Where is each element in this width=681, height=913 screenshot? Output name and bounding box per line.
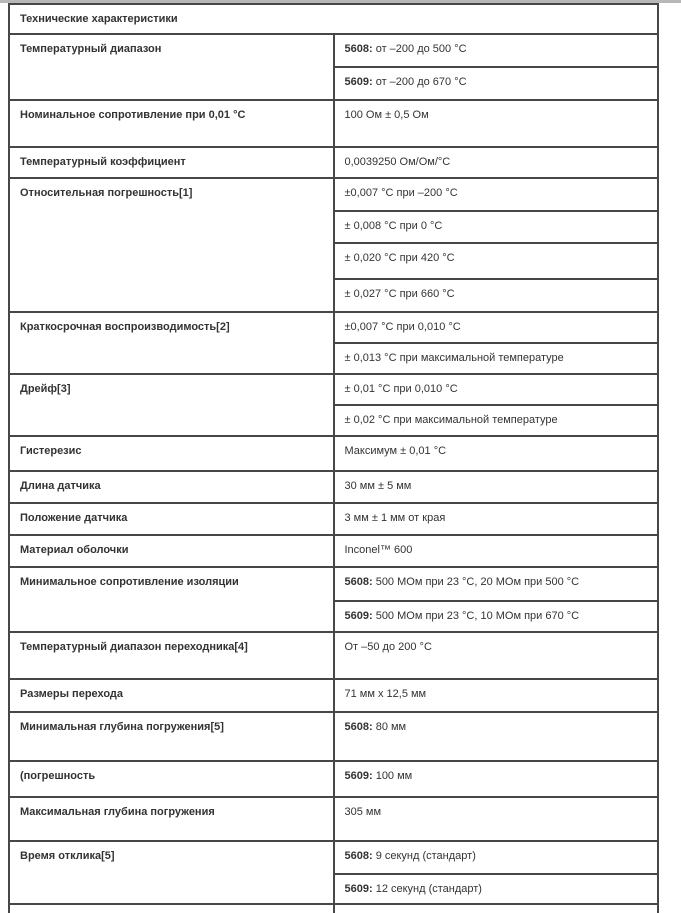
spec-value-cell xyxy=(334,904,659,913)
table-row xyxy=(9,797,658,841)
spec-value: 500 МОм при 23 °C, 10 МОм при 670 °C xyxy=(372,610,580,622)
table-row xyxy=(9,178,658,211)
spec-value-cell xyxy=(334,841,659,874)
model-prefix: 5609: xyxy=(344,883,373,895)
spec-value-cell xyxy=(334,874,659,904)
table-row xyxy=(9,100,658,147)
model-prefix: 5609: xyxy=(344,76,373,88)
model-prefix: 5608: xyxy=(344,43,373,55)
spec-value-cell: ± 0,01 °C при 0,010 °C xyxy=(334,374,659,405)
spec-value-cell: 305 мм xyxy=(334,797,659,841)
spec-value-cell: ±0,007 °C при –200 °C xyxy=(334,178,659,211)
spec-label-cell: Минимальное сопротивление изоляции xyxy=(9,567,334,632)
spec-value-cell: 30 мм ± 5 мм xyxy=(334,471,659,503)
spec-label-cell: Длина датчика xyxy=(9,471,334,503)
table-row-cutoff xyxy=(9,904,658,913)
spec-label-cell: Дрейф[3] xyxy=(9,374,334,436)
spec-value-cell: Максимум ± 0,01 °C xyxy=(334,436,659,471)
spec-value-cell: Inconel™ 600 xyxy=(334,535,659,567)
spec-value-cell: 100 Ом ± 0,5 Ом xyxy=(334,100,659,147)
spec-label-cell: Максимальная глубина погружения xyxy=(9,797,334,841)
spec-label-cell: (погрешность xyxy=(9,761,334,797)
table-row xyxy=(9,632,658,679)
spec-label-cell: Температурный коэффициент xyxy=(9,147,334,178)
spec-label-cell: Относительная погрешность[1] xyxy=(9,178,334,312)
spec-value: 500 МОм при 23 °C, 20 МОм при 500 °C xyxy=(372,576,580,588)
spec-label-cell: Номинальное сопротивление при 0,01 °C xyxy=(9,100,334,147)
spec-label-cell: Время отклика[5] xyxy=(9,841,334,904)
spec-value-cell xyxy=(334,601,659,632)
spec-label-cell: Материал оболочки xyxy=(9,535,334,567)
spec-label-cell: Температурный диапазон переходника[4] xyxy=(9,632,334,679)
table-row xyxy=(9,503,658,535)
model-prefix: 5608: xyxy=(344,850,373,862)
spec-value: 100 мм xyxy=(372,770,413,782)
table-row xyxy=(9,471,658,503)
spec-value-cell: ± 0,020 °C при 420 °C xyxy=(334,243,659,279)
table-row xyxy=(9,679,658,712)
model-prefix: 5608: xyxy=(344,576,373,588)
spec-label-cell: Минимальная глубина погружения[5] xyxy=(9,712,334,761)
spec-value-cell: ±0,007 °C при 0,010 °C xyxy=(334,312,659,343)
spec-value-cell: ± 0,02 °C при максимальной температуре xyxy=(334,405,659,436)
spec-value: 80 мм xyxy=(372,721,407,733)
table-row xyxy=(9,374,658,405)
table-row xyxy=(9,147,658,178)
spec-value-cell: ± 0,013 °C при максимальной температуре xyxy=(334,343,659,374)
spec-value-cell xyxy=(334,67,659,100)
table-row xyxy=(9,712,658,761)
spec-value-cell xyxy=(334,761,659,797)
table-row xyxy=(9,436,658,471)
table-row xyxy=(9,841,658,874)
spec-value-cell xyxy=(334,567,659,601)
model-prefix: 5609: xyxy=(344,770,373,782)
spec-label-cell: Размеры перехода xyxy=(9,679,334,712)
spec-value: 9 секунд (стандарт) xyxy=(372,850,476,862)
specs-table xyxy=(8,3,659,913)
spec-value-cell: От –50 до 200 °C xyxy=(334,632,659,679)
spec-label-cell: Гистерезис xyxy=(9,436,334,471)
table-header-row xyxy=(9,4,658,34)
spec-value: от –200 до 500 °C xyxy=(372,43,467,55)
table-row xyxy=(9,761,658,797)
spec-value: 12 секунд (стандарт) xyxy=(372,883,482,895)
spec-label-cell xyxy=(9,904,334,913)
table-row xyxy=(9,535,658,567)
table-title: Технические характеристики xyxy=(9,4,658,34)
spec-value-cell: 3 мм ± 1 мм от края xyxy=(334,503,659,535)
spec-label-cell: Положение датчика xyxy=(9,503,334,535)
model-prefix: 5608: xyxy=(344,721,373,733)
spec-value-cell xyxy=(334,712,659,761)
spec-label-cell: Температурный диапазон xyxy=(9,34,334,100)
table-row xyxy=(9,34,658,67)
spec-value-cell: ± 0,027 °C при 660 °C xyxy=(334,279,659,312)
table-row xyxy=(9,312,658,343)
spec-value-cell xyxy=(334,34,659,67)
spec-label-cell: Краткосрочная воспроизводимость[2] xyxy=(9,312,334,374)
spec-value-cell: 0,0039250 Ом/Ом/°C xyxy=(334,147,659,178)
spec-value-cell: 71 мм x 12,5 мм xyxy=(334,679,659,712)
spec-value-cell: ± 0,008 °C при 0 °C xyxy=(334,211,659,243)
model-prefix: 5609: xyxy=(344,610,373,622)
spec-value: от –200 до 670 °C xyxy=(372,76,467,88)
table-row xyxy=(9,567,658,601)
